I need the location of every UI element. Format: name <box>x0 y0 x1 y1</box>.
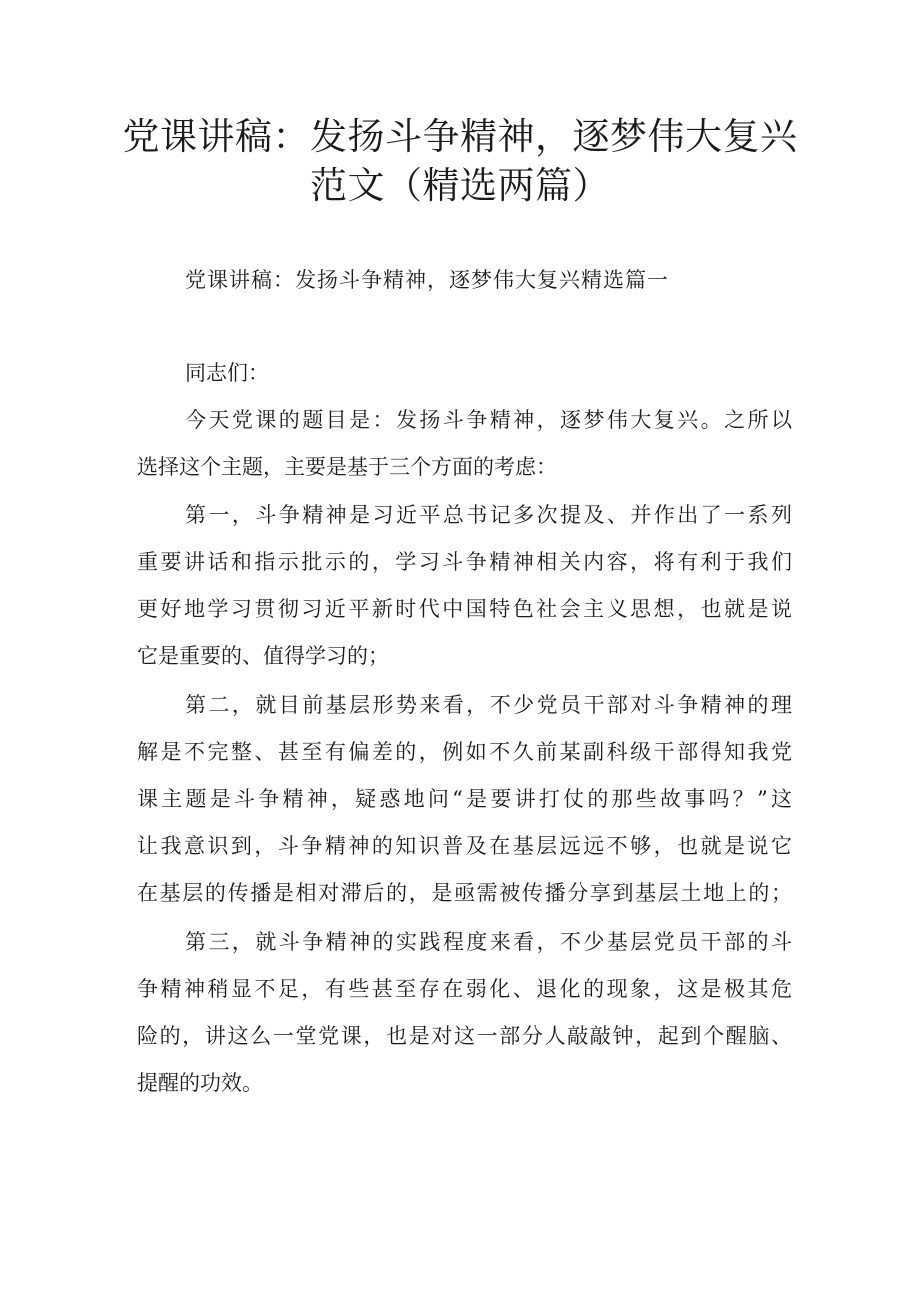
paragraph-line: 第三，就斗争精神的实践程度来看，不少基层党员干部的斗 <box>185 930 792 954</box>
paragraph-line: 第一，斗争精神是习近平总书记多次提及、并作出了一系列 <box>185 503 792 527</box>
greeting: 同志们： <box>185 361 269 385</box>
paragraph-line: 今天党课的题目是：发扬斗争精神，逐梦伟大复兴。之所以 <box>185 408 792 432</box>
paragraph-line: 在基层的传播是相对滞后的，是亟需被传播分享到基层土地上的； <box>137 881 792 905</box>
paragraph-line: 第二，就目前基层形势来看，不少党员干部对斗争精神的理 <box>185 693 792 717</box>
paragraph-line: 重要讲话和指示批示的，学习斗争精神相关内容，将有利于我们 <box>137 550 792 574</box>
paragraph-line: 让我意识到，斗争精神的知识普及在基层远远不够，也就是说它 <box>137 834 792 858</box>
paragraph-line: 解是不完整、甚至有偏差的，例如不久前某副科级干部得知我党 <box>137 740 792 764</box>
paragraph-line: 提醒的功效。 <box>137 1071 263 1095</box>
section-heading: 党课讲稿：发扬斗争精神，逐梦伟大复兴精选篇一 <box>185 268 669 292</box>
paragraph-line: 课主题是斗争精神，疑惑地问“是要讲打仗的那些故事吗？”这 <box>137 787 792 811</box>
paragraph-line: 更好地学习贯彻习近平新时代中国特色社会主义思想，也就是说 <box>137 597 792 621</box>
paragraph-line: 它是重要的、值得学习的； <box>137 644 389 668</box>
paragraph-line: 选择这个主题，主要是基于三个方面的考虑： <box>137 455 557 479</box>
paragraph-line: 争精神稍显不足，有些甚至存在弱化、退化的现象，这是极其危 <box>137 977 792 1001</box>
document-title-line-1: 党课讲稿：发扬斗争精神，逐梦伟大复兴 <box>122 115 798 158</box>
document-title-line-2: 范文（精选两篇） <box>310 164 610 207</box>
paragraph-line: 险的，讲这么一堂党课，也是对这一部分人敲敲钟，起到个醒脑、 <box>137 1024 792 1048</box>
